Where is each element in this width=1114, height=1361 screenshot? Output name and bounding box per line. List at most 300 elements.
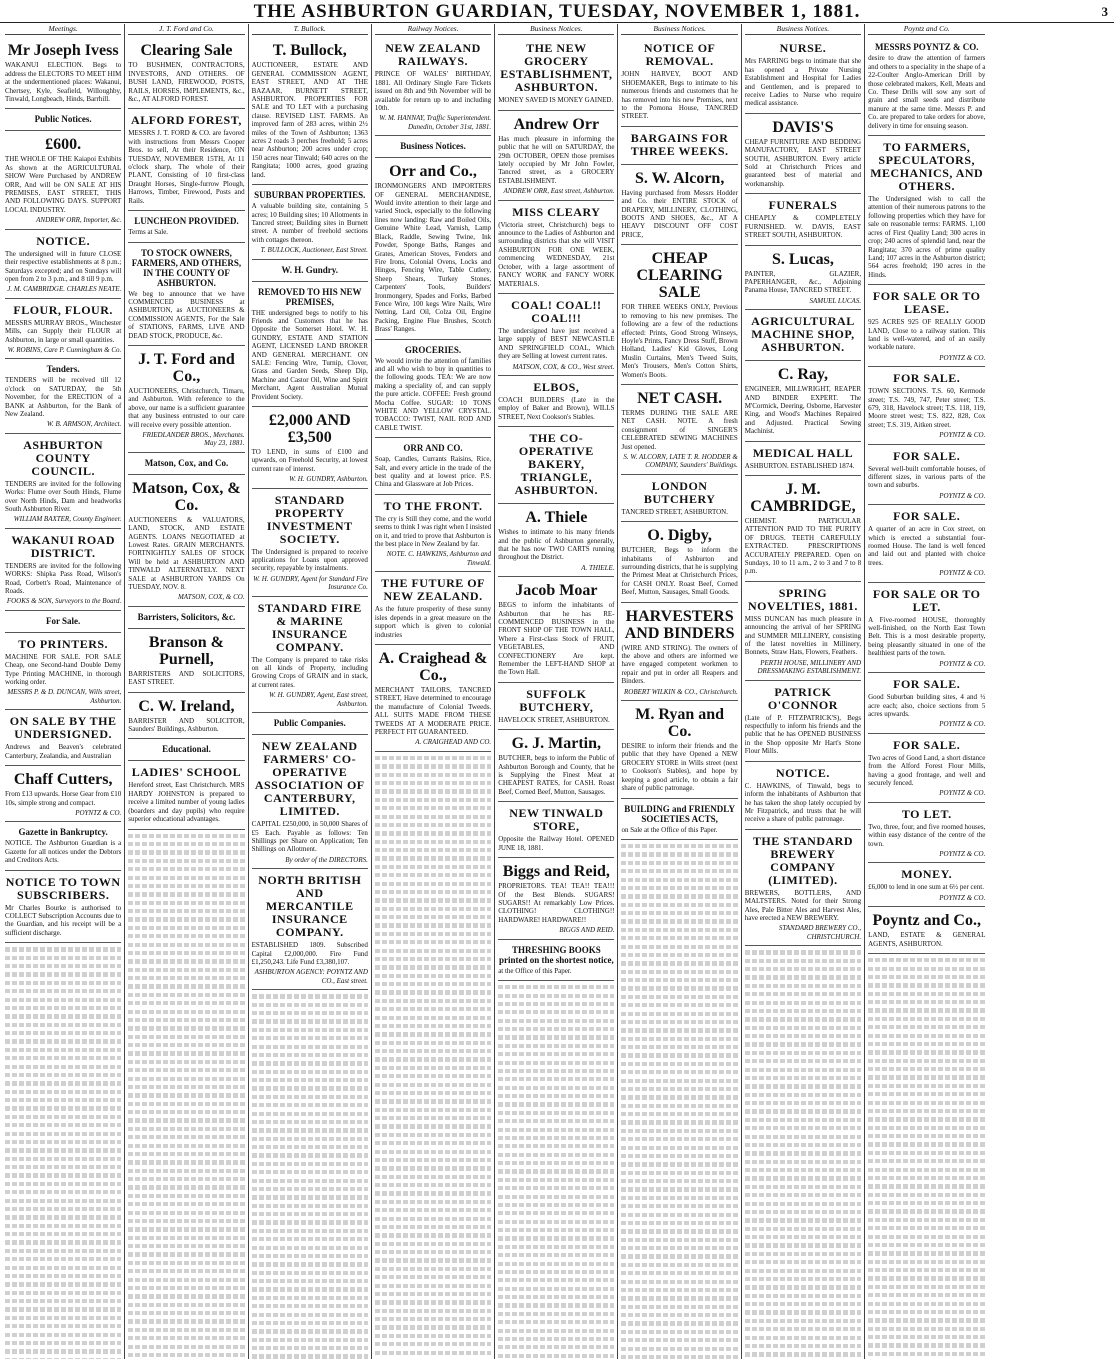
text-line xyxy=(128,892,244,896)
text-line xyxy=(128,1252,244,1256)
ad-body: THE WHOLE OF THE Kaiapoi Exhibits As shown at the AGRICULTURAL SHOW Were Purchased by ANDREW ORR, And will be ON SALE AT HIS PREMISES, EAST STREET, THIS AND FOLLOWING DAYS. SUPPORT LOCAL INDUSTRY. xyxy=(5,155,122,214)
ad-body: BARRISTERS AND SOLICITORS, EAST STREET. xyxy=(128,669,245,687)
ad-heading: BUILDING and FRIENDLY SOCIETIES ACTS, xyxy=(624,803,735,824)
text-line xyxy=(745,1034,861,1038)
text-line xyxy=(128,1328,244,1332)
text-line xyxy=(868,1050,985,1054)
text-line xyxy=(621,1037,737,1041)
text-line xyxy=(621,986,737,990)
text-line xyxy=(621,1204,737,1208)
advertisement xyxy=(868,907,985,954)
text-line xyxy=(868,967,985,971)
ad-heading: LONDON BUTCHERY xyxy=(643,478,716,506)
advertisement xyxy=(498,201,614,294)
advertisement xyxy=(868,285,985,367)
advertisement xyxy=(868,863,985,907)
ad-body: The Undersigned wish to call the attention of their numerous patrons to the following properties which they have for sale on reasonable terms: FARMS. 1,100 acres of First Quality Land; 300 acres in crop; 240 acres of splendid land, near the Rangitata; 370 acres of prime quality Land; 107 acres in the Ashburton district; 564 acres freehold; 190 acres in the Hinds. xyxy=(868,195,986,279)
ad-body: DESIRE to inform their friends and the public that they have Opened a NEW GROCERY STORE in Wills street (next to Cookson's Stables), and hope by keeping a good article, to obtain a fair share of public patronage. xyxy=(621,742,738,793)
text-line xyxy=(5,1282,121,1286)
text-line xyxy=(621,1355,737,1359)
ad-body: Opposite the Railway Hotel. OPENED JUNE 18, 1881. xyxy=(498,835,615,852)
advertisement xyxy=(128,607,244,629)
text-line xyxy=(868,1335,985,1339)
text-line xyxy=(745,1243,861,1247)
text-line xyxy=(621,1012,737,1016)
text-line xyxy=(498,1303,614,1307)
text-line xyxy=(745,975,861,979)
text-line xyxy=(128,1160,244,1164)
ad-body: MESSRS MURRAY BROS., Winchester Mills, can Supply their FLOUR at Ashburton, in large or small quantities. xyxy=(5,318,122,344)
text-line xyxy=(868,1092,985,1096)
column-filler xyxy=(5,947,121,1359)
text-line xyxy=(745,1176,861,1180)
text-line xyxy=(128,1353,244,1357)
text-line xyxy=(5,1140,121,1144)
text-line xyxy=(621,1305,737,1309)
text-line xyxy=(252,1011,368,1015)
text-line xyxy=(498,985,614,989)
text-line xyxy=(252,1287,368,1291)
text-line xyxy=(5,1115,121,1119)
advertisement xyxy=(128,475,244,607)
text-line xyxy=(375,957,491,961)
text-line xyxy=(252,1212,368,1216)
text-line xyxy=(375,1091,491,1095)
ad-body: HAVELOCK STREET, ASHBURTON. xyxy=(498,715,610,724)
text-line xyxy=(868,1008,985,1012)
text-line xyxy=(252,1120,368,1124)
text-line xyxy=(621,894,737,898)
advertisement xyxy=(252,185,368,259)
text-line xyxy=(745,1269,861,1273)
text-line xyxy=(745,992,861,996)
text-line xyxy=(745,1126,861,1130)
ad-heading: Jacob Moar xyxy=(515,582,598,600)
text-line xyxy=(5,1123,121,1127)
advertisement xyxy=(498,730,614,802)
ad-body: (WIRE AND STRING). The owners of the above and others are informed we have engaged competent workmen to repair and put in order all Reapers and Binders. xyxy=(621,643,738,686)
ad-body: TERMS DURING THE SALE ARE NET CASH. NOTE. A fresh consignment of SINGER'S CELEBRATED SEWING MACHINES Just opened. xyxy=(621,408,738,451)
text-line xyxy=(868,983,985,987)
ad-heading: S. W. Alcorn, xyxy=(634,169,725,187)
ad-heading: ASHBURTON COUNTY COUNCIL. xyxy=(23,437,104,478)
text-line xyxy=(621,1053,737,1057)
text-line xyxy=(5,1006,121,1010)
ad-signature: POYNTZ & CO. xyxy=(939,431,986,440)
text-line xyxy=(128,1202,244,1206)
text-line xyxy=(498,1077,614,1081)
text-line xyxy=(375,940,491,944)
ad-signature: ANDREW ORR, East street, Ashburton. xyxy=(503,187,615,196)
text-line xyxy=(621,1028,737,1032)
text-line xyxy=(375,815,491,819)
text-line xyxy=(5,1073,121,1077)
text-line xyxy=(5,1341,121,1345)
ad-body: FOR THREE WEEKS ONLY, Previous to removing to his new premises. The following are a few of the reductions effected: Prints, Good Strong Winseys, Hoyle's Prints, Fancy Dress Stuff, Brown Holland, Ladies' Kid Gloves, Long Muslin Curtains, Men's Tweed Suits, Men's Trousers, Men's Cotton Shirts, Women's Boots. xyxy=(621,303,738,379)
text-line xyxy=(375,1158,491,1162)
advertisement xyxy=(5,710,121,766)
ad-body: CAPITAL £250,000, in 50,000 Shares of £5 Each. Payable as follows: Ten Shillings per Share on Application; Ten Shillings on Allotment. xyxy=(251,820,368,854)
text-line xyxy=(5,998,121,1002)
ad-signature: MESSRS P. & D. DUNCAN, Wills street, Ashburton. xyxy=(7,688,122,705)
text-line xyxy=(745,1068,861,1072)
ad-heading: Biggs and Reid, xyxy=(502,863,610,881)
column-filler xyxy=(868,958,985,1359)
text-line xyxy=(375,1141,491,1145)
text-line xyxy=(252,1246,368,1250)
ad-heading: Chaff Cutters, xyxy=(13,771,113,789)
text-line xyxy=(252,1179,368,1183)
text-line xyxy=(252,1271,368,1275)
text-line xyxy=(621,844,737,848)
text-line xyxy=(5,1056,121,1060)
text-line xyxy=(745,1277,861,1281)
ad-heading: FOR SALE OR TO LEASE. xyxy=(872,289,981,317)
ad-body: PRINCE OF WALES' BIRTHDAY, 1881. All Ordinary Single Fare Tickets issued on 8th and 9th November will be available for return up to and including 10th. xyxy=(374,70,492,113)
text-line xyxy=(375,907,491,911)
text-line xyxy=(868,1017,985,1021)
text-line xyxy=(128,1093,244,1097)
text-line xyxy=(745,1001,861,1005)
advertisement xyxy=(621,603,737,701)
ad-body: AUCTIONEERS & VALUATORS, LAND, STOCK, AND ESTATE AGENTS. LOANS NEGOTIATED at Lowest Rates. GRAIN MERCHANTS. FORTNIGHTLY SALES OF STOCK Will be held at ASHBURTON AND TINWALD ALTERNATELY. NEXT SALE at ASHBURTON YARDS On TUESDAY, NOV. 8. xyxy=(128,515,245,592)
advertisement xyxy=(745,361,861,441)
text-line xyxy=(621,886,737,890)
text-line xyxy=(252,1095,368,1099)
text-line xyxy=(252,1354,368,1358)
text-line xyxy=(868,1302,985,1306)
text-line xyxy=(128,1110,244,1114)
ad-heading: FUNERALS xyxy=(768,198,838,213)
advertisement xyxy=(128,109,244,211)
text-line xyxy=(375,1250,491,1254)
ad-signature: POYNTZ & CO. xyxy=(939,849,986,858)
text-line xyxy=(498,1203,614,1207)
text-line xyxy=(621,1020,737,1024)
ad-body: Two, three, four, and five roomed houses, within easy distance of the centre of the town. xyxy=(868,822,986,848)
ad-body: ENGINEER, MILLWRIGHT, REAPER AND BINDER EXPERT. The M'Cormick, Deering, Osborne, Harvester King, and Wood's Machines Repaired and Adjusted. Practical Sewing Machinist. xyxy=(744,385,862,436)
text-line xyxy=(375,1351,491,1355)
advertisement xyxy=(745,582,861,681)
text-line xyxy=(128,1211,244,1215)
text-line xyxy=(621,869,737,873)
text-line xyxy=(128,1060,244,1064)
ad-body: Terms at Sale. xyxy=(128,228,169,237)
advertisement xyxy=(128,629,244,693)
ad-heading: A. Thiele xyxy=(525,509,588,527)
ad-body: A valuable building site, containing 5 acres; 10 Building sites; 10 Allotments in Tancred street; Building sites in Burnett street. A number of freehold sections with cottages thereon. xyxy=(251,202,368,244)
text-line xyxy=(252,1338,368,1342)
text-line xyxy=(5,989,121,993)
text-line xyxy=(375,999,491,1003)
text-line xyxy=(5,1190,121,1194)
text-line xyxy=(745,1235,861,1239)
text-line xyxy=(498,1270,614,1274)
text-line xyxy=(621,1171,737,1175)
text-line xyxy=(128,1001,244,1005)
text-line xyxy=(745,1327,861,1331)
text-line xyxy=(375,823,491,827)
ad-signature: POYNTZ & CO. xyxy=(939,893,986,902)
ad-heading: LUNCHEON PROVIDED. xyxy=(134,216,239,227)
text-line xyxy=(252,1262,368,1266)
ad-body: COACH BUILDERS (Late in the employ of Baker and Brown), WILLS STREET, Next Cookson's Stables. xyxy=(498,395,615,421)
text-line xyxy=(5,981,121,985)
advertisement xyxy=(745,681,861,762)
ad-body: LAND, ESTATE & GENERAL AGENTS, ASHBURTON. xyxy=(868,931,986,948)
text-line xyxy=(621,1330,737,1334)
text-line xyxy=(128,1227,244,1231)
ad-heading: C. W. Ireland, xyxy=(138,697,235,715)
ad-heading: TO PRINTERS. xyxy=(18,636,109,651)
text-line xyxy=(868,1310,985,1314)
ad-body: TANCRED STREET, ASHBURTON. xyxy=(621,507,728,516)
advertisement xyxy=(868,136,985,285)
text-line xyxy=(868,1218,985,1222)
ad-heading: WAKANUI ROAD DISTRICT. xyxy=(11,532,115,560)
ad-body: CHEAPLY & COMPLETELY FURNISHED. W. DAVIS, EAST STREET SOUTH, ASHBURTON. xyxy=(744,214,862,240)
ad-heading: NOTICE. xyxy=(776,765,830,780)
advertisement xyxy=(868,803,985,864)
ad-signature: POYNTZ & CO. xyxy=(939,491,986,500)
text-line xyxy=(621,970,737,974)
ad-heading: TO LET. xyxy=(901,806,952,821)
text-line xyxy=(868,1285,985,1289)
advertisement xyxy=(128,211,244,242)
text-line xyxy=(745,984,861,988)
advertisement xyxy=(745,830,861,946)
text-line xyxy=(128,1010,244,1014)
text-line xyxy=(745,1185,861,1189)
text-line xyxy=(252,1036,368,1040)
text-line xyxy=(128,917,244,921)
ad-body: BUTCHER, begs to inform the Public of Ashburton Borough and County, that he is Supplying the Finest Meat at CHEAPEST RATES, for CASH. Roast Beef, Corned Beef, Mutton, Sausages. xyxy=(498,754,615,796)
ad-signature: W. ROBINS, Care P. Cunningham & Co. xyxy=(7,345,122,354)
text-line xyxy=(128,1135,244,1139)
text-line xyxy=(375,1225,491,1229)
advertisement xyxy=(498,858,614,939)
text-line xyxy=(868,1101,985,1105)
ad-heading: SPRING NOVELTIES, 1881. xyxy=(747,585,858,613)
text-line xyxy=(621,878,737,882)
text-line xyxy=(375,873,491,877)
text-line xyxy=(375,1133,491,1137)
ad-heading: THE NEW GROCERY ESTABLISHMENT, ASHBURTON. xyxy=(500,41,613,95)
text-line xyxy=(868,1151,985,1155)
ad-body: PROPRIETORS. TEA! TEA!! TEA!!! Of the Best Blends. SUGARS! SUGARS!! At remarkably Low Prices. CLOTHING! CLOTHING!! HARDWARE! HARDWARE!! xyxy=(498,882,615,924)
text-line xyxy=(252,994,368,998)
advertisement xyxy=(128,243,244,346)
text-line xyxy=(375,1334,491,1338)
ad-body: C. HAWKINS, of Tinwald, begs to inform the inhabitants of Ashburton that he has taken the shop lately occupied by Mr Fitzpatrick, and trusts that he will receive a share of public patronage. xyxy=(744,781,862,824)
column-4 xyxy=(372,24,495,1359)
ad-heading: HARVESTERS AND BINDERS xyxy=(624,607,735,642)
ad-heading: J. T. Ford and Co., xyxy=(138,350,235,385)
ad-body: PAINTER, GLAZIER, PAPERHANGER, &c., Adjoining Panama House, TANCRED STREET. xyxy=(744,269,862,295)
text-line xyxy=(868,1159,985,1163)
page-number: 3 xyxy=(1101,4,1108,19)
text-line xyxy=(868,1075,985,1079)
text-line xyxy=(621,1271,737,1275)
text-line xyxy=(621,945,737,949)
text-line xyxy=(498,1102,614,1106)
text-line xyxy=(252,1296,368,1300)
text-line xyxy=(745,1160,861,1164)
text-line xyxy=(252,1279,368,1283)
advertisement xyxy=(252,260,368,282)
text-line xyxy=(745,1260,861,1264)
text-line xyxy=(868,1176,985,1180)
text-line xyxy=(745,1168,861,1172)
text-line xyxy=(498,1010,614,1014)
ad-body: BEGS to inform the inhabitants of Ashburton that he has RE-COMMENCED BUSINESS in the FRONT SHOP OF THE TOWN HALL, Where a First-class Stock of FRUIT, VEGETABLES, AND CONFECTIONERY Are kept. Remember the LEFT-HAND SHOP at the Town Hall. xyxy=(498,601,615,677)
text-line xyxy=(252,1220,368,1224)
ad-body: We beg to announce that we have COMMENCED BUSINESS at ASHBURTON, as AUCTIONEERS & COMMISSION AGENTS, For the Sale of STATIONS, FARMS, LIVE AND DEAD STOCK, PRODUCE, &c. xyxy=(128,289,245,340)
text-line xyxy=(375,1267,491,1271)
advertisement xyxy=(745,310,861,361)
text-line xyxy=(745,1009,861,1013)
text-line xyxy=(252,1346,368,1350)
text-line xyxy=(621,1187,737,1191)
advertisement xyxy=(498,683,614,730)
text-line xyxy=(868,1084,985,1088)
column-2 xyxy=(125,24,248,1359)
text-line xyxy=(128,850,244,854)
advertisement xyxy=(498,37,614,110)
ad-heading: For Sale. xyxy=(45,615,81,626)
ad-heading: FLOUR, FLOUR. xyxy=(13,302,113,317)
ad-heading: CHEAP CLEARING SALE xyxy=(636,250,723,302)
text-line xyxy=(868,1168,985,1172)
ad-heading: S. Lucas, xyxy=(772,250,834,268)
text-line xyxy=(375,773,491,777)
advertisement xyxy=(252,282,368,407)
text-line xyxy=(745,1118,861,1122)
text-line xyxy=(375,806,491,810)
ad-signature: J. M. CAMBRIDGE. CHARLES NEATE. xyxy=(7,285,122,294)
text-line xyxy=(621,911,737,915)
column-header: Meetings. xyxy=(5,24,121,35)
text-line xyxy=(621,1313,737,1317)
advertisement xyxy=(621,165,737,245)
ad-heading: FOR SALE. xyxy=(893,509,961,524)
text-line xyxy=(498,1278,614,1282)
column-1 xyxy=(2,24,125,1359)
text-line xyxy=(498,1186,614,1190)
ad-signature: POYNTZ & CO. xyxy=(939,569,986,578)
text-line xyxy=(745,1310,861,1314)
text-line xyxy=(868,1251,985,1255)
ad-heading: Andrew Orr xyxy=(513,115,600,133)
text-line xyxy=(252,1003,368,1007)
text-line xyxy=(375,781,491,785)
ad-heading: REMOVED TO HIS NEW PREMISES, xyxy=(258,286,362,307)
text-line xyxy=(745,1294,861,1298)
text-line xyxy=(5,1039,121,1043)
text-line xyxy=(5,1048,121,1052)
text-line xyxy=(375,1217,491,1221)
text-line xyxy=(498,1128,614,1132)
ad-signature: ROBERT WILKIN & CO., Christchurch. xyxy=(624,687,738,696)
text-line xyxy=(375,756,491,760)
text-line xyxy=(5,1031,121,1035)
text-line xyxy=(498,1262,614,1266)
ad-heading: FOR SALE. xyxy=(893,737,961,752)
text-line xyxy=(5,1148,121,1152)
ad-body: Andrews and Beaven's celebrated Canterbury, Zealandia, and Australian xyxy=(5,743,122,760)
ad-body: IRONMONGERS AND IMPORTERS OF GENERAL MERCHANDISE, Would invite attention to their large and varied Stock, especially to the following lines now landing: Raw and Boiled Oils, Genuine White Lead, Varnish, Lamp Black, Raddle, Sewing Twine, Ink Powder, Sponge Baths, Ranges and Grates, American Stoves, Fenders and Fire Irons, Colonial Ovens, Locks and Hinges, Fencing Wire, Table Cutlery, Sheep Shears, Turkey Stones, Carpenters' Tools, Builders' Ironmongery, Spades and Forks, Barbed Fence Wire, 100 kegs Wire Nails, Wire Netting, Lard Oil, Colza Oil, Engine Packing, Engine Flue Brushes, Scotch Brass' Ranges. xyxy=(374,182,492,334)
text-line xyxy=(498,1019,614,1023)
text-line xyxy=(745,1135,861,1139)
ad-signature: MATSON, COX, & CO. xyxy=(177,593,245,602)
text-line xyxy=(375,882,491,886)
text-line xyxy=(375,1150,491,1154)
ad-body: JOHN HARVEY, BOOT AND SHOEMAKER, Begs to intimate to his numerous friends and customers that he has removed into his new Premises, next to the Pomona House, TANCRED STREET. xyxy=(621,70,738,121)
ad-body: The Company is prepared to take risks on all kinds of Property, including Growing Crops of GRAIN and in stack, at current rates. xyxy=(251,655,368,689)
text-line xyxy=(128,968,244,972)
newspaper-title: THE ASHBURTON GUARDIAN, TUESDAY, NOVEMBER 1, 1881. xyxy=(253,1,861,22)
advertisement xyxy=(621,522,737,602)
text-line xyxy=(745,1285,861,1289)
ad-body: TENDERS are invited for the following WORKS: Shipka Pass Road, Wilson's Road, Corbett's Road, Maintenance of Roads. xyxy=(5,561,122,596)
advertisement xyxy=(868,583,985,673)
text-line xyxy=(745,1218,861,1222)
masthead xyxy=(0,0,1114,23)
text-line xyxy=(498,1161,614,1165)
text-line xyxy=(375,789,491,793)
text-line xyxy=(5,1199,121,1203)
ad-heading: THE STANDARD BREWERY COMPANY (LIMITED). xyxy=(752,833,853,887)
advertisement xyxy=(375,572,491,645)
ad-body: MESSRS J. T. FORD & CO. are favored with instructions from Messrs Cooper Bros. to sell, At their Residence, ON TUESDAY, NOVEMBER 15TH, At 11 o'clock sharp, The whole of their PLANT, Consisting of 10 first-class Draught Horses, Single-furrow Plough, Harrows, Timber, Firewood, Posts and Rails. xyxy=(128,129,245,205)
text-line xyxy=(745,1101,861,1105)
ad-heading: PATRICK O'CONNOR xyxy=(767,684,838,712)
ad-signature: S. W. ALCORN, LATE T. R. HODDER & COMPANY, Saunders' Buildings. xyxy=(623,452,738,470)
text-line xyxy=(375,1099,491,1103)
ad-heading: Gazette in Bankruptcy. xyxy=(18,827,108,838)
ad-body: TENDERS will be received till 12 o'clock on SATURDAY, the 5th November, for the ERECTION of a BANK at Ashburton, for the Bank of New Zealand. xyxy=(5,376,122,418)
text-line xyxy=(5,1299,121,1303)
text-line xyxy=(745,950,861,954)
advertisement xyxy=(498,294,614,376)
text-line xyxy=(621,1095,737,1099)
text-line xyxy=(375,890,491,894)
ad-body: MACHINE FOR SALE. FOR SALE Cheap, one Second-hand Double Demy Type Printing MACHINE, in thorough working order. xyxy=(5,652,122,687)
text-line xyxy=(868,1000,985,1004)
text-line xyxy=(375,1032,491,1036)
text-line xyxy=(498,1345,614,1349)
advertisement xyxy=(375,158,491,339)
text-line xyxy=(868,1142,985,1146)
advertisement xyxy=(621,799,737,840)
ad-heading: FOR SALE. xyxy=(893,448,961,463)
text-line xyxy=(498,1119,614,1123)
ad-heading: NEW ZEALAND RAILWAYS. xyxy=(385,41,481,69)
ad-signature: A. CRAIGHEAD AND CO. xyxy=(415,738,492,747)
text-line xyxy=(128,943,244,947)
ad-signature: BIGGS AND REID. xyxy=(559,926,615,935)
ad-heading: MEDICAL HALL xyxy=(752,445,854,460)
text-line xyxy=(5,1333,121,1337)
text-line xyxy=(128,951,244,955)
text-line xyxy=(252,1112,368,1116)
text-line xyxy=(5,1081,121,1085)
ad-body: £6,000 to lend in one sum at 6½ per cent. xyxy=(868,883,984,892)
advertisement xyxy=(498,504,614,577)
ad-heading: NOTICE OF REMOVAL. xyxy=(643,41,716,69)
ad-body: WAKANUI ELECTION. Begs to address the ELECTORS TO MEET HIM at the undermentioned places: Wakanui, Chertsey, Kyle, Seafield, Willoughby, Tinwald, Longbeach, Hinds, Barrhill. xyxy=(5,61,122,104)
text-line xyxy=(375,840,491,844)
